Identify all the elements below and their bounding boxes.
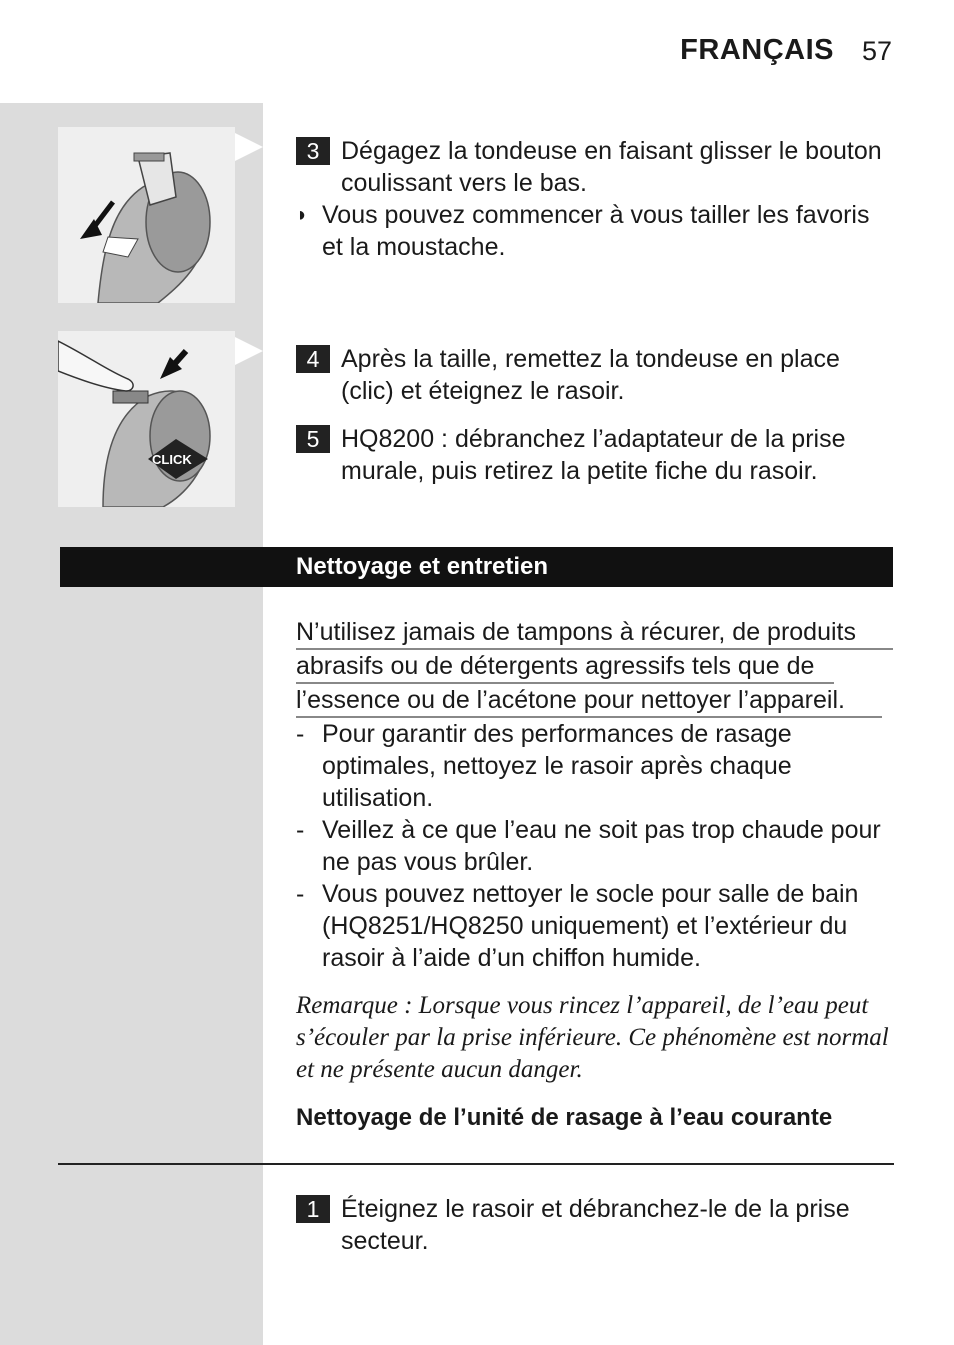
subheading: Nettoyage de l’unité de rasage à l’eau courante bbox=[296, 1104, 833, 1131]
note-text: Remarque : Lorsque vous rincez l’appareil, de l’eau peut s’écouler par la prise inférieure. Ce phénomène est normal et ne présente aucun danger. bbox=[296, 992, 889, 1083]
warning-line: abrasifs ou de détergents agressifs tels que de bbox=[296, 650, 834, 684]
step-text: Dégagez la tondeuse en faisant glisser le bouton coulissant vers le bas. bbox=[341, 137, 882, 197]
trimmer-slide-down-illustration-icon bbox=[58, 127, 235, 303]
warning-line: l’essence ou de l’acétone pour nettoyer l’appareil. bbox=[296, 684, 882, 718]
step-number-badge: 5 bbox=[296, 425, 330, 453]
warning-line: N’utilisez jamais de tampons à récurer, de produits bbox=[296, 616, 893, 650]
section-title: Nettoyage et entretien bbox=[296, 553, 549, 580]
step-1 bbox=[296, 1193, 896, 1257]
dash-list-item: - Veillez à ce que l’eau ne soit pas trop chaude pour ne pas vous brûler. bbox=[296, 816, 881, 876]
step-3 bbox=[296, 135, 896, 199]
step-text: HQ8200 : débranchez l’adaptateur de la prise murale, puis retirez la petite fiche du rasoir. bbox=[341, 425, 846, 485]
step-number-badge: 3 bbox=[296, 137, 330, 165]
callout-pointer bbox=[235, 337, 263, 365]
bullet-text: Vous pouvez commencer à vous tailler les favoris et la moustache. bbox=[322, 201, 870, 261]
dash-list-item: - Pour garantir des performances de rasage optimales, nettoyez le rasoir après chaque utilisation. bbox=[296, 720, 792, 812]
warning-text bbox=[296, 616, 896, 718]
step-5 bbox=[296, 423, 896, 487]
click-label: CLICK bbox=[152, 452, 192, 467]
trimmer-click-illustration bbox=[58, 331, 235, 507]
steps-bottom-block bbox=[296, 1193, 896, 1257]
page-number: 57 bbox=[861, 36, 892, 66]
section-divider bbox=[58, 1163, 894, 1165]
callout-pointer bbox=[235, 133, 263, 161]
bullet-arrow-icon: ◗ bbox=[296, 204, 309, 226]
step-text: Après la taille, remettez la tondeuse en place (clic) et éteignez le rasoir. bbox=[341, 345, 840, 405]
step-text: Éteignez le rasoir et débranchez-le de la prise secteur. bbox=[341, 1195, 850, 1255]
steps-mid-block bbox=[296, 343, 896, 487]
step-number-badge: 4 bbox=[296, 345, 330, 373]
cleaning-block bbox=[296, 616, 896, 1134]
trimmer-click-illustration-icon bbox=[58, 331, 235, 507]
step-number-badge: 1 bbox=[296, 1195, 330, 1223]
step-4 bbox=[296, 343, 896, 407]
trimmer-slide-illustration bbox=[58, 127, 235, 303]
steps-top-block bbox=[296, 135, 896, 263]
language-heading: FRANÇAIS bbox=[680, 34, 834, 66]
dash-list-item: - Vous pouvez nettoyer le socle pour salle de bain (HQ8251/HQ8250 uniquement) et l’extérieur du rasoir à l’aide d’un chiffon humide. bbox=[296, 880, 859, 972]
result-bullet bbox=[296, 199, 896, 263]
